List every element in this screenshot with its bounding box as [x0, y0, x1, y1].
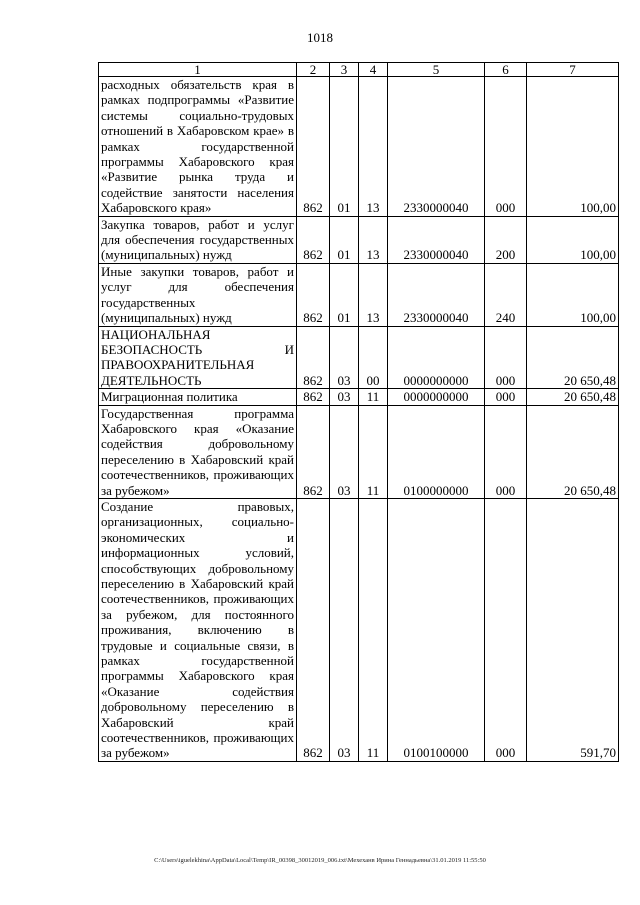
cell-expense-type: 240: [485, 263, 527, 326]
table-row: [99, 263, 619, 326]
table-row: [99, 405, 619, 498]
table-row: [99, 498, 619, 761]
cell-section: 01: [330, 77, 359, 217]
cell-subsection: 13: [359, 77, 388, 217]
cell-section: 03: [330, 389, 359, 405]
row-name: Закупка товаров, работ и услуг для обеспечения государственных (муниципальных) нужд: [99, 216, 297, 263]
row-name: НАЦИОНАЛЬНАЯ БЕЗОПАСНОСТЬ И ПРАВООХРАНИТЕЛЬНАЯ ДЕЯТЕЛЬНОСТЬ: [99, 326, 297, 389]
column-header: 6: [485, 63, 527, 77]
cell-section: 01: [330, 263, 359, 326]
document-path-footer: C:\Users\iguelekhina\AppData\Local\Temp\IR_00398_30012019_006.txt\Мехеханв Ирина Геннадьевна\31.01.2019 11:55:50: [154, 857, 486, 864]
cell-ministry-code: 862: [297, 405, 330, 498]
cell-target-article: 2330000040: [388, 77, 485, 217]
cell-subsection: 11: [359, 389, 388, 405]
cell-section: 03: [330, 498, 359, 761]
cell-ministry-code: 862: [297, 77, 330, 217]
cell-section: 01: [330, 216, 359, 263]
cell-amount: 20 650,48: [527, 389, 619, 405]
cell-ministry-code: 862: [297, 498, 330, 761]
cell-amount: 20 650,48: [527, 405, 619, 498]
row-name: Иные закупки товаров, работ и услуг для обеспечения государственных (муниципальных) нужд: [99, 263, 297, 326]
cell-subsection: 11: [359, 498, 388, 761]
column-header: 1: [99, 63, 297, 77]
table-row: [99, 216, 619, 263]
cell-section: 03: [330, 326, 359, 389]
table-header-row: [99, 63, 619, 77]
cell-ministry-code: 862: [297, 263, 330, 326]
cell-target-article: 0000000000: [388, 326, 485, 389]
cell-expense-type: 000: [485, 77, 527, 217]
cell-subsection: 00: [359, 326, 388, 389]
cell-ministry-code: 862: [297, 389, 330, 405]
page-number: 1018: [307, 30, 333, 45]
cell-target-article: 0100000000: [388, 405, 485, 498]
cell-expense-type: 000: [485, 326, 527, 389]
row-name: расходных обязательств края в рамках подпрограммы «Развитие системы социально-трудовых отношений в Хабаровском крае» в рамках государственной программы Хабаровского края «Развитие рынка труда и содействие занятости населения Хабаровского края»: [99, 77, 297, 217]
cell-section: 03: [330, 405, 359, 498]
cell-expense-type: 000: [485, 498, 527, 761]
cell-amount: 100,00: [527, 216, 619, 263]
column-header: 4: [359, 63, 388, 77]
cell-subsection: 11: [359, 405, 388, 498]
cell-subsection: 13: [359, 216, 388, 263]
cell-amount: 591,70: [527, 498, 619, 761]
cell-target-article: 0000000000: [388, 389, 485, 405]
cell-subsection: 13: [359, 263, 388, 326]
cell-target-article: 2330000040: [388, 216, 485, 263]
cell-expense-type: 000: [485, 389, 527, 405]
column-header: 5: [388, 63, 485, 77]
cell-amount: 20 650,48: [527, 326, 619, 389]
budget-table: [98, 62, 619, 762]
row-name: Миграционная политика: [99, 389, 297, 405]
cell-amount: 100,00: [527, 263, 619, 326]
cell-target-article: 2330000040: [388, 263, 485, 326]
column-header: 2: [297, 63, 330, 77]
cell-ministry-code: 862: [297, 326, 330, 389]
table-row: [99, 326, 619, 389]
cell-expense-type: 200: [485, 216, 527, 263]
row-name: Государственная программа Хабаровского края «Оказание содействия добровольному переселению в Хабаровский край соотечественников, проживающих за рубежом»: [99, 405, 297, 498]
column-header: 3: [330, 63, 359, 77]
table-row: [99, 389, 619, 405]
cell-amount: 100,00: [527, 77, 619, 217]
row-name: Создание правовых, организационных, социально-экономических и информационных условий, способствующих добровольному переселению в Хабаровский край соотечественников, проживающих за рубежом, для постоянного проживания, включению в трудовые и социальные связи, в рамках государственной программы Хабаровского края «Оказание содействия добровольному переселению в Хабаровский край соотечественников, проживающих за рубежом»: [99, 498, 297, 761]
table-row: [99, 77, 619, 217]
column-header: 7: [527, 63, 619, 77]
cell-expense-type: 000: [485, 405, 527, 498]
cell-ministry-code: 862: [297, 216, 330, 263]
cell-target-article: 0100100000: [388, 498, 485, 761]
